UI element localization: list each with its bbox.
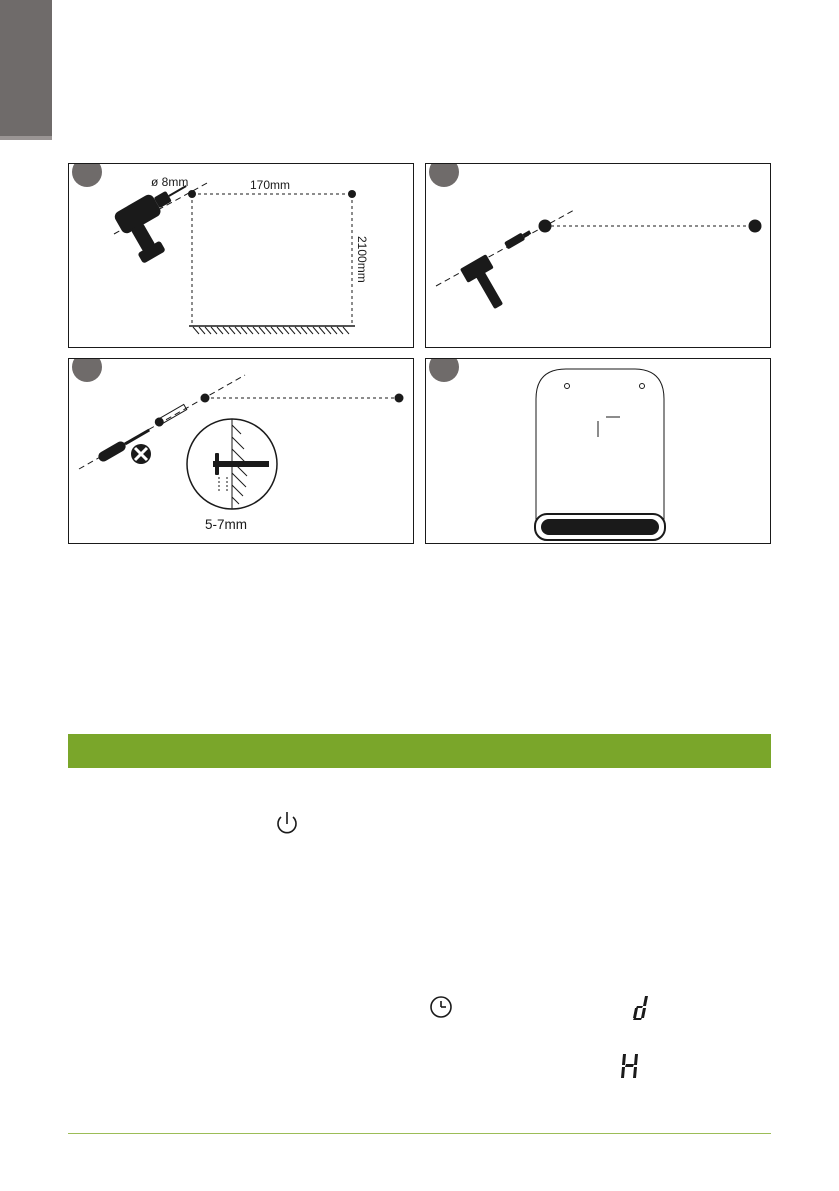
step-3-figure: [68, 358, 414, 544]
section-header-bar: [68, 734, 771, 768]
language-tab-edge: [0, 136, 52, 140]
step-number-badge: [429, 359, 459, 382]
heater-back-icon: [535, 369, 665, 540]
language-tab: [0, 0, 52, 136]
phillips-head-icon: [131, 444, 151, 464]
hammer-icon: [460, 254, 512, 314]
step-number-badge: [72, 359, 102, 382]
hammer-illustration: [426, 164, 772, 349]
step-4-figure: [425, 358, 771, 544]
step-2-figure: [425, 163, 771, 348]
wall-plug-icon: [504, 229, 532, 250]
mounting-illustration: [426, 359, 772, 545]
footer-rule: [68, 1133, 771, 1134]
step-1-figure: [68, 163, 414, 348]
segment-d-icon: [632, 994, 650, 1020]
timer-icon: [428, 994, 454, 1020]
segment-h-icon: [620, 1052, 640, 1080]
hole-spacing-label: 170mm: [250, 178, 291, 192]
step-number-badge: [72, 164, 102, 187]
screw-icon: [154, 404, 187, 428]
screw-detail-icon: [187, 419, 277, 509]
height-from-floor-label: 2100mm: [355, 236, 369, 283]
step-number-badge: [429, 164, 459, 187]
screw-protrusion-label: 5-7mm: [205, 517, 248, 532]
power-icon: [274, 811, 300, 841]
drill-diameter-label: ø 8mm: [151, 175, 189, 189]
